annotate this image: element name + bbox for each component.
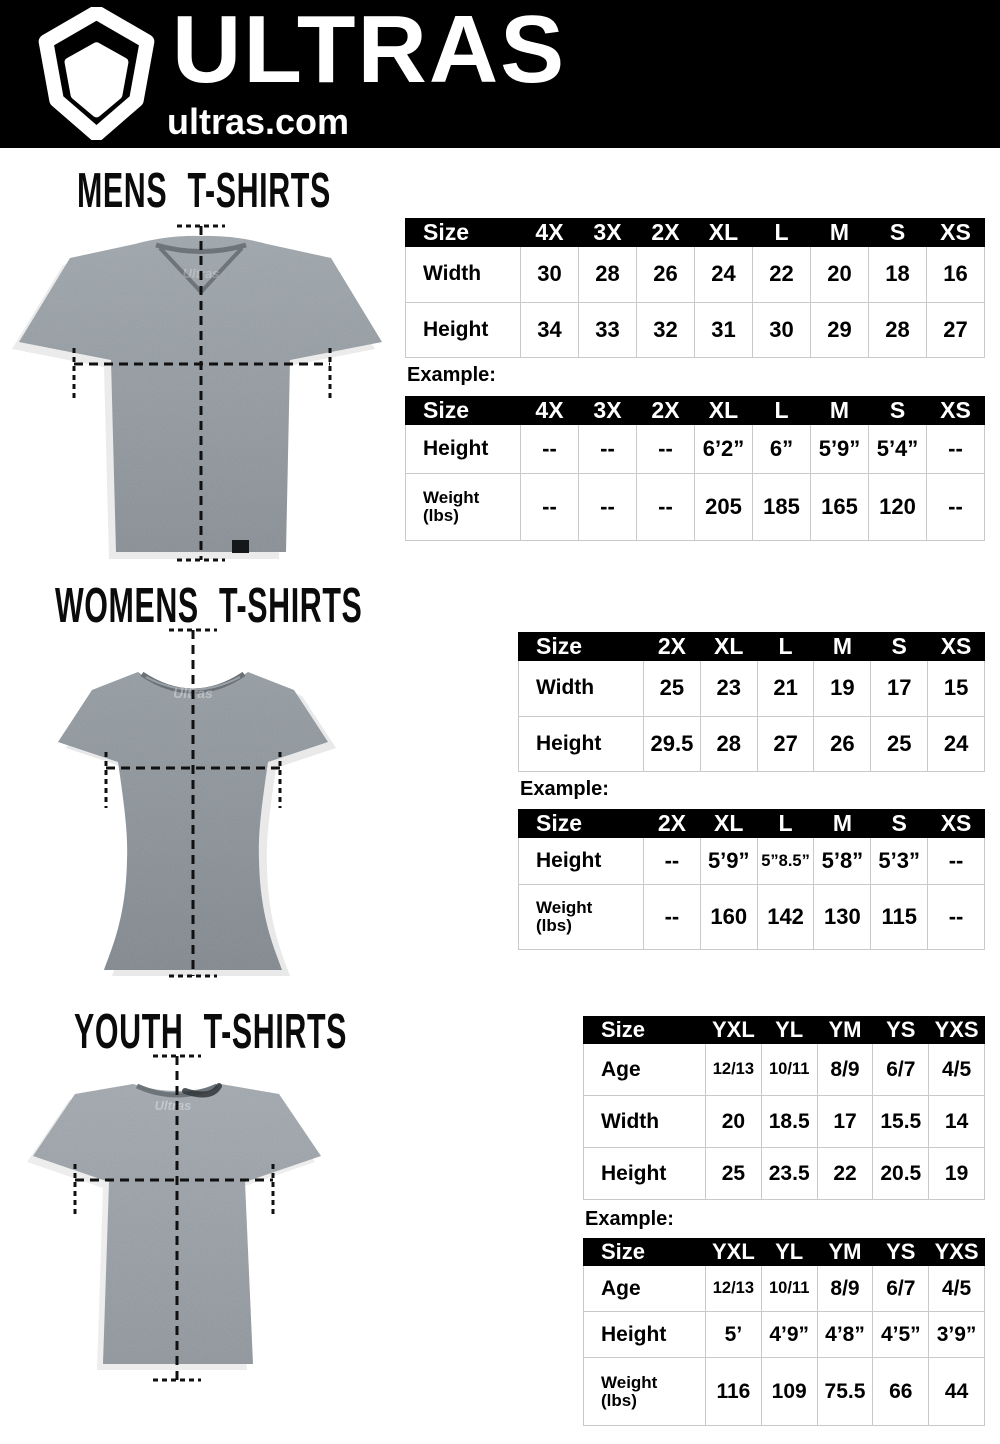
- size-column-header: XL: [695, 397, 753, 425]
- size-header-cell: Size: [406, 219, 521, 247]
- value-cell: 6/7: [873, 1044, 929, 1096]
- row-label: Height: [406, 302, 521, 358]
- womens-example-table: [518, 809, 985, 950]
- size-column-header: 2X: [644, 633, 701, 661]
- value-cell: 6/7: [873, 1266, 929, 1312]
- womens-section-title: WOMENS T-SHIRTS: [55, 579, 363, 633]
- size-column-header: XL: [700, 633, 757, 661]
- table-row: [406, 474, 985, 541]
- collar-label: Ultras: [173, 685, 213, 701]
- table-header-row: [519, 633, 985, 661]
- table-row: [584, 1266, 985, 1312]
- value-cell: 5’: [706, 1312, 762, 1358]
- row-label: Weight (lbs): [406, 474, 521, 541]
- value-cell: 75.5: [817, 1358, 873, 1426]
- value-cell: 10/11: [761, 1266, 817, 1312]
- table-header-row: [584, 1017, 985, 1044]
- size-column-header: L: [757, 633, 814, 661]
- value-cell: 16: [927, 247, 985, 303]
- size-header-cell: Size: [584, 1239, 706, 1266]
- size-column-header: XL: [695, 219, 753, 247]
- value-cell: 6’2”: [695, 425, 753, 474]
- collar-label: Ultras: [182, 266, 220, 281]
- value-cell: 29.5: [644, 716, 701, 772]
- value-cell: 27: [757, 716, 814, 772]
- value-cell: 34: [521, 302, 579, 358]
- value-cell: --: [637, 474, 695, 541]
- value-cell: 109: [761, 1358, 817, 1426]
- value-cell: 20: [811, 247, 869, 303]
- value-cell: 18: [869, 247, 927, 303]
- value-cell: 5’4”: [869, 425, 927, 474]
- value-cell: 28: [579, 247, 637, 303]
- brand-name: ULTRAS: [172, 0, 567, 103]
- size-column-header: M: [811, 397, 869, 425]
- value-cell: 27: [927, 302, 985, 358]
- size-column-header: S: [871, 633, 928, 661]
- size-column-header: YXS: [929, 1239, 985, 1266]
- value-cell: --: [644, 885, 701, 950]
- size-column-header: L: [753, 219, 811, 247]
- site-header: [0, 0, 1000, 148]
- size-column-header: XS: [927, 219, 985, 247]
- value-cell: 120: [869, 474, 927, 541]
- value-cell: 66: [873, 1358, 929, 1426]
- size-header-cell: Size: [519, 633, 644, 661]
- value-cell: --: [928, 885, 985, 950]
- row-label: Width: [584, 1096, 706, 1148]
- hem-tag: [232, 540, 249, 553]
- size-column-header: XS: [927, 397, 985, 425]
- value-cell: 33: [579, 302, 637, 358]
- size-table: [405, 218, 985, 358]
- size-column-header: 4X: [521, 219, 579, 247]
- value-cell: 12/13: [706, 1266, 762, 1312]
- value-cell: 31: [695, 302, 753, 358]
- youth-size-table: [583, 1016, 985, 1200]
- size-header-cell: Size: [406, 397, 521, 425]
- row-label: Age: [584, 1044, 706, 1096]
- value-cell: 165: [811, 474, 869, 541]
- size-column-header: 3X: [579, 397, 637, 425]
- value-cell: 25: [644, 661, 701, 717]
- size-column-header: YXL: [706, 1239, 762, 1266]
- value-cell: 10/11: [761, 1044, 817, 1096]
- size-table: [583, 1238, 985, 1426]
- mens-tshirt-image: [8, 212, 393, 567]
- value-cell: 25: [871, 716, 928, 772]
- size-table: [518, 809, 985, 950]
- table-header-row: [519, 810, 985, 838]
- value-cell: 116: [706, 1358, 762, 1426]
- table-row: [519, 838, 985, 885]
- youth-section-title: YOUTH T-SHIRTS: [74, 1005, 348, 1059]
- size-column-header: S: [869, 219, 927, 247]
- value-cell: 19: [814, 661, 871, 717]
- size-column-header: L: [753, 397, 811, 425]
- value-cell: 44: [929, 1358, 985, 1426]
- row-label: Width: [406, 247, 521, 303]
- table-row: [584, 1312, 985, 1358]
- size-column-header: M: [814, 810, 871, 838]
- table-row: [406, 425, 985, 474]
- value-cell: --: [644, 838, 701, 885]
- size-column-header: XL: [700, 810, 757, 838]
- value-cell: 23.5: [761, 1148, 817, 1200]
- value-cell: --: [928, 838, 985, 885]
- value-cell: 15.5: [873, 1096, 929, 1148]
- value-cell: 23: [700, 661, 757, 717]
- value-cell: 22: [753, 247, 811, 303]
- youth-tshirt-image: [15, 1044, 395, 1389]
- size-header-cell: Size: [584, 1017, 706, 1044]
- value-cell: 3’9”: [929, 1312, 985, 1358]
- value-cell: 5’9”: [700, 838, 757, 885]
- value-cell: 8/9: [817, 1044, 873, 1096]
- value-cell: --: [927, 425, 985, 474]
- size-column-header: 2X: [637, 397, 695, 425]
- womens-example-label: Example:: [520, 778, 609, 800]
- table-row: [584, 1044, 985, 1096]
- pentagon-shield-icon: [30, 7, 163, 140]
- value-cell: --: [637, 425, 695, 474]
- value-cell: 5’9”: [811, 425, 869, 474]
- size-header-cell: Size: [519, 810, 644, 838]
- value-cell: --: [579, 425, 637, 474]
- size-column-header: M: [811, 219, 869, 247]
- mens-example-table: [405, 396, 985, 541]
- table-row: [406, 247, 985, 303]
- value-cell: 4’8”: [817, 1312, 873, 1358]
- value-cell: 142: [757, 885, 814, 950]
- value-cell: 17: [817, 1096, 873, 1148]
- site-url: ultras.com: [167, 101, 350, 142]
- size-column-header: YXL: [706, 1017, 762, 1044]
- size-column-header: S: [869, 397, 927, 425]
- value-cell: 4’9”: [761, 1312, 817, 1358]
- collar-label: Ultras: [154, 1098, 192, 1113]
- value-cell: 19: [929, 1148, 985, 1200]
- size-column-header: L: [757, 810, 814, 838]
- value-cell: --: [927, 474, 985, 541]
- value-cell: 115: [871, 885, 928, 950]
- row-label: Weight (lbs): [519, 885, 644, 950]
- value-cell: 14: [929, 1096, 985, 1148]
- mens-section-title: MENS T-SHIRTS: [77, 164, 331, 218]
- size-column-header: 2X: [637, 219, 695, 247]
- size-table: [583, 1016, 985, 1200]
- value-cell: --: [579, 474, 637, 541]
- value-cell: 32: [637, 302, 695, 358]
- value-cell: 20: [706, 1096, 762, 1148]
- table-row: [519, 661, 985, 717]
- value-cell: 20.5: [873, 1148, 929, 1200]
- youth-example-label: Example:: [585, 1208, 674, 1230]
- size-column-header: 2X: [644, 810, 701, 838]
- table-row: [519, 885, 985, 950]
- value-cell: 15: [928, 661, 985, 717]
- row-label: Age: [584, 1266, 706, 1312]
- size-column-header: YS: [873, 1017, 929, 1044]
- table-row: [584, 1358, 985, 1426]
- value-cell: 130: [814, 885, 871, 950]
- size-column-header: YL: [761, 1017, 817, 1044]
- value-cell: --: [521, 474, 579, 541]
- value-cell: 28: [869, 302, 927, 358]
- size-column-header: S: [871, 810, 928, 838]
- value-cell: 8/9: [817, 1266, 873, 1312]
- row-label: Height: [406, 425, 521, 474]
- value-cell: 24: [695, 247, 753, 303]
- value-cell: 6”: [753, 425, 811, 474]
- row-label: Width: [519, 661, 644, 717]
- size-column-header: 3X: [579, 219, 637, 247]
- size-column-header: 4X: [521, 397, 579, 425]
- value-cell: 25: [706, 1148, 762, 1200]
- table-row: [584, 1096, 985, 1148]
- value-cell: 21: [757, 661, 814, 717]
- value-cell: --: [521, 425, 579, 474]
- table-header-row: [406, 219, 985, 247]
- size-column-header: YXS: [929, 1017, 985, 1044]
- value-cell: 18.5: [761, 1096, 817, 1148]
- value-cell: 5”8.5”: [757, 838, 814, 885]
- value-cell: 17: [871, 661, 928, 717]
- size-column-header: YM: [817, 1239, 873, 1266]
- table-header-row: [406, 397, 985, 425]
- size-table: [518, 632, 985, 772]
- value-cell: 12/13: [706, 1044, 762, 1096]
- size-column-header: YL: [761, 1239, 817, 1266]
- table-row: [584, 1148, 985, 1200]
- shirt-texture: [58, 672, 328, 970]
- youth-example-table: [583, 1238, 985, 1426]
- mens-example-label: Example:: [407, 364, 496, 386]
- value-cell: 205: [695, 474, 753, 541]
- value-cell: 30: [521, 247, 579, 303]
- row-label: Height: [584, 1148, 706, 1200]
- mens-size-table: [405, 218, 985, 358]
- value-cell: 160: [700, 885, 757, 950]
- table-row: [406, 302, 985, 358]
- value-cell: 26: [814, 716, 871, 772]
- value-cell: 26: [637, 247, 695, 303]
- value-cell: 29: [811, 302, 869, 358]
- size-column-header: XS: [928, 810, 985, 838]
- size-column-header: XS: [928, 633, 985, 661]
- size-column-header: M: [814, 633, 871, 661]
- value-cell: 5’8”: [814, 838, 871, 885]
- value-cell: 4/5: [929, 1044, 985, 1096]
- size-column-header: YS: [873, 1239, 929, 1266]
- value-cell: 4/5: [929, 1266, 985, 1312]
- value-cell: 4’5”: [873, 1312, 929, 1358]
- value-cell: 30: [753, 302, 811, 358]
- row-label: Height: [584, 1312, 706, 1358]
- value-cell: 185: [753, 474, 811, 541]
- size-table: [405, 396, 985, 541]
- size-column-header: YM: [817, 1017, 873, 1044]
- row-label: Height: [519, 716, 644, 772]
- row-label: Weight (lbs): [584, 1358, 706, 1426]
- womens-tshirt-image: [30, 620, 360, 990]
- womens-size-table: [518, 632, 985, 772]
- value-cell: 24: [928, 716, 985, 772]
- value-cell: 22: [817, 1148, 873, 1200]
- row-label: Height: [519, 838, 644, 885]
- value-cell: 5’3”: [871, 838, 928, 885]
- value-cell: 28: [700, 716, 757, 772]
- table-row: [519, 716, 985, 772]
- table-header-row: [584, 1239, 985, 1266]
